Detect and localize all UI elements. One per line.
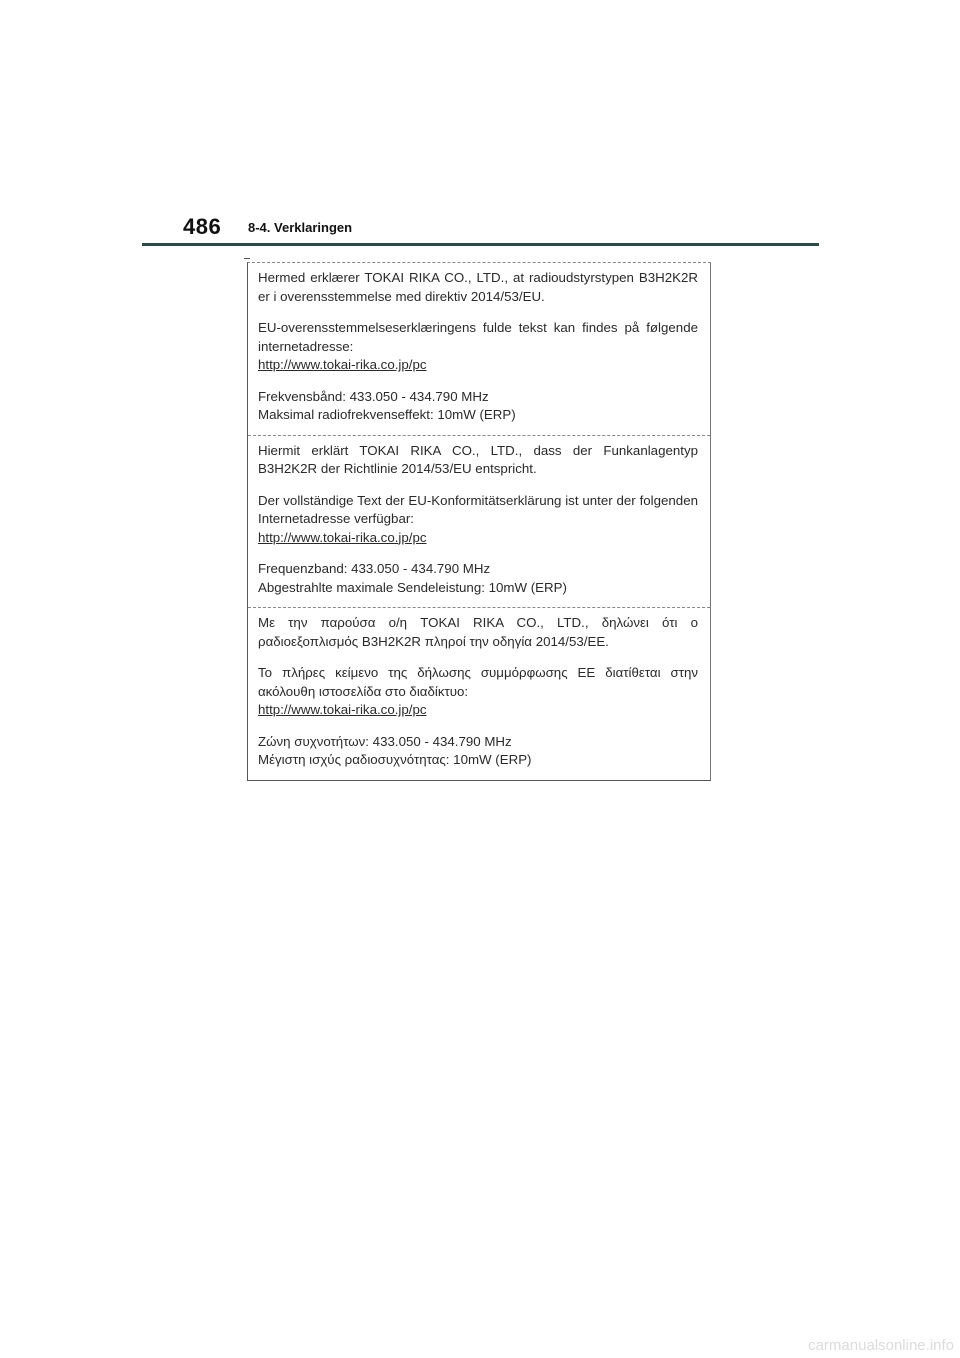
declarations-box xyxy=(247,262,711,781)
declaration-danish xyxy=(248,263,710,436)
section-title: 8-4. Verklaringen xyxy=(248,220,353,235)
declaration-statement: Hiermit erklärt TOKAI RIKA CO., LTD., dass der Funkanlagentyp B3H2K2R der Richtlinie 2014/53/EU entspricht. xyxy=(258,442,698,476)
declaration-statement: Hermed erklærer TOKAI RIKA CO., LTD., at radioudstyrstypen B3H2K2R er i overensstemmelse med direktiv 2014/53/EU. xyxy=(258,270,698,304)
header-divider xyxy=(142,243,819,246)
page-number: 486 xyxy=(183,214,222,239)
declaration-frequency: Ζώνη συχνοτήτων: 433.050 - 434.790 MHz xyxy=(258,733,512,749)
declaration-power: Μέγιστη ισχύς ραδιοσυχνότητας: 10mW (ERP) xyxy=(258,752,532,767)
declaration-statement: Με την παρούσα ο/η TOKAI RIKA CO., LTD., δηλώνει ότι ο ραδιοεξοπλισμός B3H2K2R πληροί την οδηγία 2014/53/ΕΕ. xyxy=(258,615,698,649)
declaration-full-text-note: EU-overensstemmelseserklæringens fulde tekst kan findes på følgende internetadresse: xyxy=(258,320,698,354)
declaration-power: Maksimal radiofrekvenseffekt: 10mW (ERP) xyxy=(258,407,516,422)
declaration-full-text-note: Το πλήρες κείμενο της δήλωσης συμμόρφωσης ΕΕ διατίθεται στην ακόλουθη ιστοσελίδα στο διαδίκτυο: xyxy=(258,665,698,699)
declaration-url-link[interactable] xyxy=(258,529,698,548)
declaration-url[interactable]: http://www.tokai-rika.co.jp/pc xyxy=(258,357,427,372)
declaration-power: Abgestrahlte maximale Sendeleistung: 10mW (ERP) xyxy=(258,579,567,595)
declaration-url-link[interactable] xyxy=(258,356,698,375)
declaration-url-link[interactable] xyxy=(258,701,698,720)
declaration-frequency: Frequenzband: 433.050 - 434.790 MHz xyxy=(258,561,491,576)
declaration-url[interactable]: http://www.tokai-rika.co.jp/pc xyxy=(258,529,427,545)
declaration-url[interactable]: http://www.tokai-rika.co.jp/pc xyxy=(258,702,427,717)
watermark-text: carmanualsonline.info xyxy=(808,1337,954,1354)
declaration-full-text-note: Der vollständige Text der EU-Konformitätserklärung ist unter der folgenden Internetadresse verfügbar: xyxy=(258,492,698,526)
declaration-frequency: Frekvensbånd: 433.050 - 434.790 MHz xyxy=(258,388,489,404)
declaration-german xyxy=(248,436,710,609)
declaration-greek xyxy=(248,608,710,780)
